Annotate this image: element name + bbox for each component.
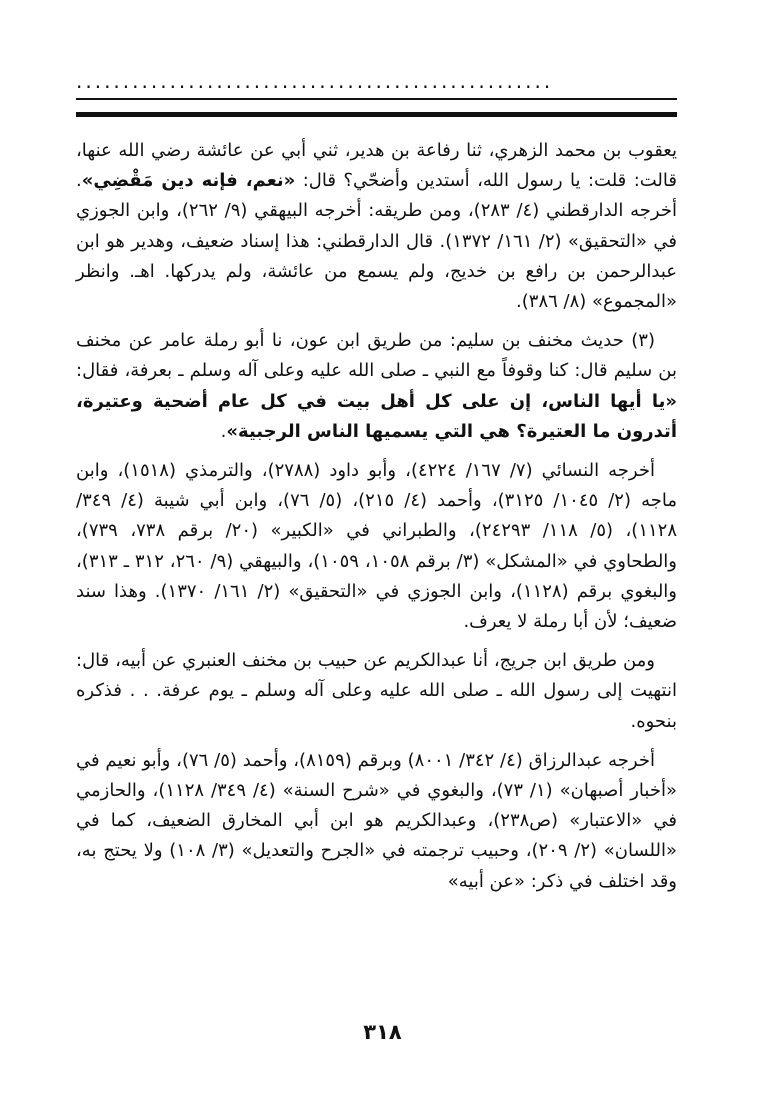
hadith-quote: «نعم، فإنه دين مَقْضِي» xyxy=(81,170,296,192)
paragraph-takhrij-1 xyxy=(76,456,677,637)
header-rule-thick xyxy=(76,112,677,117)
paragraph-hadith-continuation xyxy=(76,136,677,317)
paragraph-text: ومن طريق ابن جريج، أنا عبدالكريم عن حبيب بن مخنف العنبري عن أبيه، قال: انتهيت إلى رسول الله ـ صلى الله عليه وعلى آله وسلم ـ يوم عرفة. . . فذكره بنحوه. xyxy=(76,650,677,732)
paragraph-takhrij-2 xyxy=(76,746,677,897)
paragraph-text: . xyxy=(220,420,227,442)
body-text xyxy=(76,136,677,906)
paragraph-text: يعقوب بن محمد الزهري، ثنا رفاعة بن هدير، ثني أبي عن عائشة رضي الله عنها، قالت: قلت: يا رسول الله، أستدين وأضحّي؟ قال: xyxy=(76,140,678,192)
paragraph-text: أخرجه النسائي (٧/ ١٦٧/ ٤٢٢٤)، وأبو داود (٢٧٨٨)، والترمذي (١٥١٨)، وابن ماجه (٢/ ١٠٤٥/ ٣١٢٥)، وأحمد (٤/ ٢١٥)، (٥/ ٧٦)، وابن أبي شيبة (٤/ ٣٤٩/ ١١٢٨)، (٥/ ١١٨/ ٢٤٢٩٣)، والطبراني في «الكبير» (٢٠/ برقم ٧٣٨، ٧٣٩)، والطحاوي في «المشكل» (٣/ برقم ١٠٥٨، ١٠٥٩)، والبيهقي (٩/ ٢٦٠، ٣١٢ ـ ٣١٣)، والبغوي برقم (١١٢٨)، وابن الجوزي في «التحقيق» (٢/ ١٦١/ ١٣٧٠). وهذا سند ضعيف؛ لأن أبا رملة لا يعرف. xyxy=(76,460,677,633)
paragraph-hadith-mikhnaf xyxy=(76,326,677,447)
header-rule-thin xyxy=(76,98,677,100)
paragraph-text: . أخرجه الدارقطني (٤/ ٢٨٣)، ومن طريقه: أخرجه البيهقي (٩/ ٢٦٢)، وابن الجوزي في «التحقيق» (٢/ ١٦١/ ١٣٧٢). قال الدارقطني: هذا إسناد ضعيف، وهدير هو ابن عبدالرحمن بن رافع بن خديج، ولم يسمع من عائشة، ولم يدركها. اهـ. وانظر «المجموع» (٨/ ٣٨٦). xyxy=(76,170,677,313)
paragraph-text: (٣) حديث مخنف بن سليم: من طريق ابن عون، نا أبو رملة عامر عن مخنف بن سليم قال: كنا وقوفاً مع النبي ـ صلى الله عليه وعلى آله وسلم ـ بعرفة، فقال: xyxy=(76,330,677,382)
page-number: ٣١٨ xyxy=(363,1020,402,1044)
paragraph-text: أخرجه عبدالرزاق (٤/ ٣٤٢/ ٨٠٠١) وبرقم (٨١٥٩)، وأحمد (٥/ ٧٦)، وأبو نعيم في «أخبار أصبهان» (١/ ٧٣)، والبغوي في «شرح السنة» (٤/ ٣٤٩/ ١١٢٨)، والحازمي في «الاعتبار» (ص٢٣٨)، وعبدالكريم هو ابن أبي المخارق الضعيف، كما في «اللسان» (٢/ ٢٠٩)، وحبيب ترجمته في «الجرح والتعديل» (٣/ ١٠٨) ولا يحتج به، وقد اختلف في ذكر: «عن أبيه» xyxy=(76,749,678,892)
paragraph-ibn-jurayj xyxy=(76,646,677,737)
hadith-quote: «يا أيها الناس، إن على كل أهل بيت في كل عام أضحية وعتيرة، أتدرون ما العتيرة؟ هي التي يسميها الناس الرجبية» xyxy=(76,390,677,442)
header-dotted-line: ................................................... xyxy=(76,70,554,92)
